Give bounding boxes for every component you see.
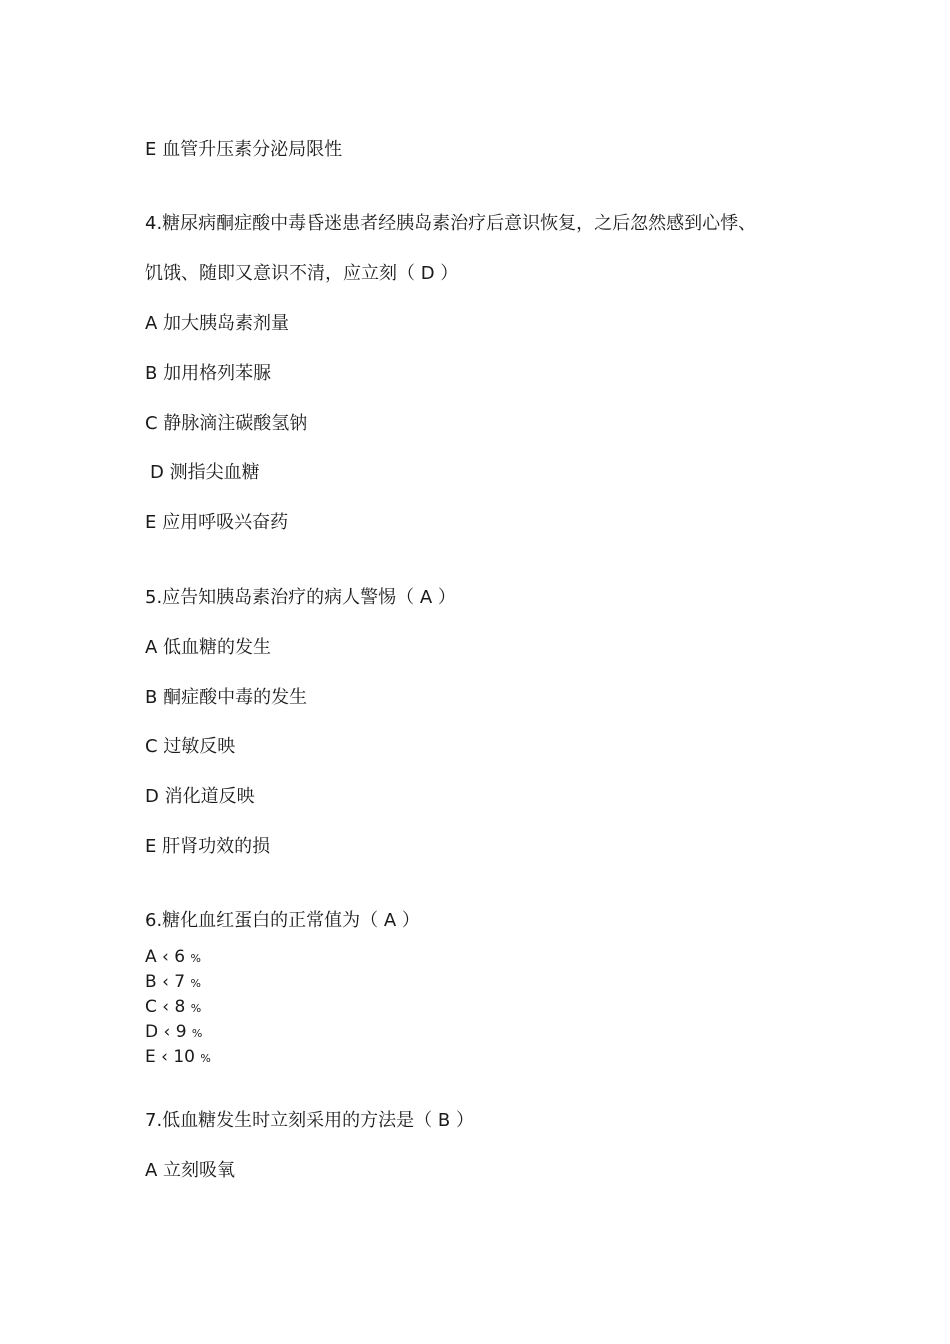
q7-option-a: A 立刻吸氧 — [145, 1160, 236, 1181]
q6-option-d-value: D ‹ 9 — [145, 1022, 187, 1042]
percent-sign: % — [190, 952, 201, 965]
q4-option-a: A 加大胰岛素剂量 — [145, 313, 290, 334]
q6-option-a-value: A ‹ 6 — [145, 947, 186, 967]
q6-option-c — [145, 996, 201, 1020]
question-4-line-2: 饥饿、随即又意识不清，应立刻（ D ） — [145, 263, 459, 284]
question-4-line-1: 4.糖尿病酮症酸中毒昏迷患者经胰岛素治疗后意识恢复，之后忽然感到心悸、 — [145, 213, 757, 234]
q6-option-b-value: B ‹ 7 — [145, 972, 186, 992]
q4-option-e: E 应用呼吸兴奋药 — [145, 512, 289, 533]
q6-option-d — [145, 1021, 202, 1045]
q5-option-b: B 酮症酸中毒的发生 — [145, 687, 308, 708]
q4-option-c: C 静脉滴注碳酸氢钠 — [145, 413, 308, 434]
option-e-prev: E 血管升压素分泌局限性 — [145, 139, 343, 160]
q6-option-c-value: C ‹ 8 — [145, 997, 186, 1017]
percent-sign: % — [191, 1027, 203, 1040]
question-7: 7.低血糖发生时立刻采用的方法是（ B ） — [145, 1110, 474, 1131]
q6-option-e-value: E ‹ 10 — [145, 1047, 195, 1067]
q5-option-a: A 低血糖的发生 — [145, 637, 272, 658]
q5-option-c: C 过敏反映 — [145, 736, 236, 757]
q5-option-d: D 消化道反映 — [145, 786, 255, 807]
q4-option-d: D 测指尖血糖 — [150, 462, 260, 483]
percent-sign: % — [190, 1002, 202, 1015]
q6-option-b — [145, 971, 201, 995]
question-5: 5.应告知胰岛素治疗的病人警惕（ A ） — [145, 587, 456, 608]
q6-option-a — [145, 946, 201, 970]
percent-sign: % — [190, 977, 201, 990]
q5-option-e: E 肝肾功效的损 — [145, 836, 271, 857]
q6-option-e — [145, 1046, 211, 1070]
question-6: 6.糖化血红蛋白的正常值为（ A ） — [145, 910, 420, 931]
percent-sign: % — [200, 1052, 211, 1065]
q4-option-b: B 加用格列苯脲 — [145, 363, 272, 384]
